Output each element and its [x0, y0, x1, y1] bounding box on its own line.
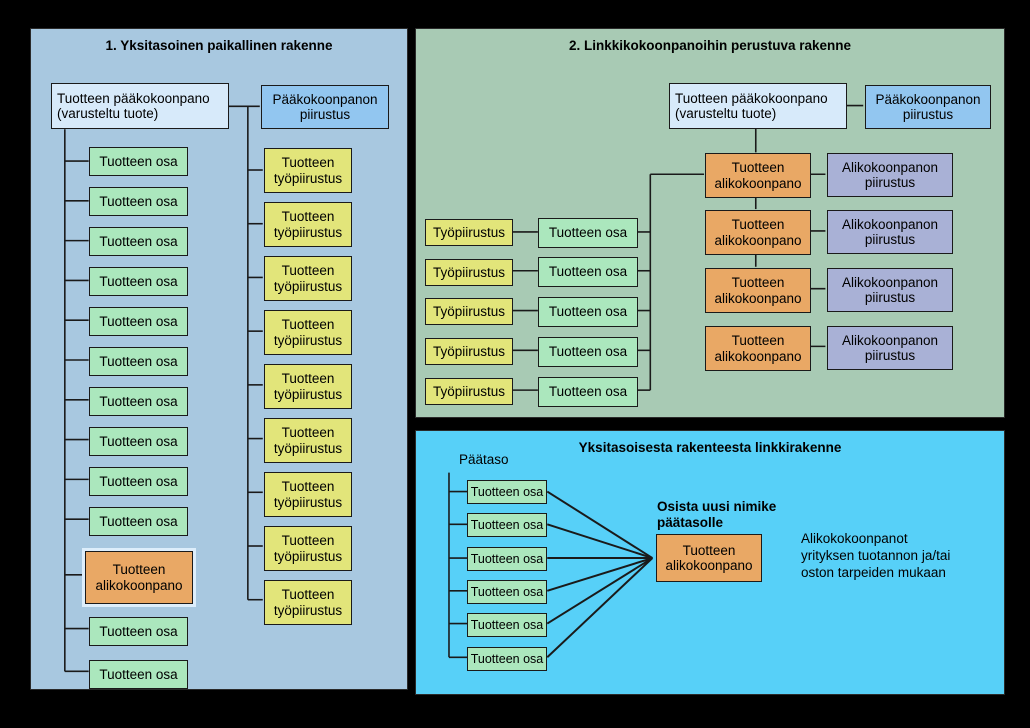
- node-work-drawing: Työpiirustus: [425, 338, 513, 365]
- node-part: Tuotteen osa: [89, 187, 188, 216]
- node-work-drawing: Tuotteen työpiirustus: [264, 148, 352, 193]
- node-work-drawing: Tuotteen työpiirustus: [264, 310, 352, 355]
- node-part: Tuotteen osa: [467, 547, 547, 571]
- node-part: Tuotteen osa: [467, 613, 547, 637]
- node-work-drawing: Tuotteen työpiirustus: [264, 472, 352, 517]
- node-part: Tuotteen osa: [89, 427, 188, 456]
- description-line: oston tarpeiden mukaan: [801, 564, 946, 580]
- node-work-drawing: Tuotteen työpiirustus: [264, 256, 352, 301]
- node-work-drawing: Työpiirustus: [425, 378, 513, 405]
- node-part: Tuotteen osa: [467, 580, 547, 604]
- node-part: Tuotteen osa: [89, 347, 188, 376]
- node-part: Tuotteen osa: [467, 513, 547, 537]
- node-part: Tuotteen osa: [89, 660, 188, 689]
- node-main-assembly: Tuotteen pääkokoonpano (varusteltu tuote): [669, 83, 847, 129]
- node-part: Tuotteen osa: [89, 617, 188, 646]
- node-subassembly: Tuotteen alikokoonpano: [656, 534, 762, 582]
- node-subassembly-drawing: Alikokoonpanon piirustus: [827, 326, 953, 370]
- node-subassembly: Tuotteen alikokoonpano: [705, 210, 811, 255]
- node-part: Tuotteen osa: [89, 307, 188, 336]
- panel-single-level-structure: [30, 28, 408, 690]
- node-part: Tuotteen osa: [467, 480, 547, 504]
- node-subassembly-highlighted: Tuotteen alikokoonpano: [85, 551, 193, 604]
- node-part: Tuotteen osa: [89, 267, 188, 296]
- node-part: Tuotteen osa: [538, 218, 638, 248]
- node-work-drawing: Tuotteen työpiirustus: [264, 526, 352, 571]
- panel-link-assembly-structure: [415, 28, 1005, 418]
- node-part: Tuotteen osa: [89, 467, 188, 496]
- node-main-assembly-drawing: Pääkokoonpanon piirustus: [865, 85, 991, 129]
- node-work-drawing: Työpiirustus: [425, 298, 513, 325]
- node-subassembly: Tuotteen alikokoonpano: [705, 268, 811, 313]
- node-work-drawing: Tuotteen työpiirustus: [264, 364, 352, 409]
- node-part: Tuotteen osa: [89, 507, 188, 536]
- node-part: Tuotteen osa: [538, 257, 638, 287]
- node-work-drawing: Tuotteen työpiirustus: [264, 418, 352, 463]
- node-part: Tuotteen osa: [89, 227, 188, 256]
- node-work-drawing: Työpiirustus: [425, 259, 513, 286]
- node-subassembly-drawing: Alikokoonpanon piirustus: [827, 153, 953, 197]
- panel3-title: Yksitasoisesta rakenteesta linkkirakenne: [578, 440, 842, 455]
- description-text: [801, 531, 991, 582]
- node-part: Tuotteen osa: [538, 337, 638, 367]
- note-new-item: Osista uusi nimike päätasolle: [657, 499, 777, 530]
- node-work-drawing: Tuotteen työpiirustus: [264, 580, 352, 625]
- node-main-assembly: Tuotteen pääkokoonpano (varusteltu tuote): [51, 83, 229, 129]
- node-part: Tuotteen osa: [538, 297, 638, 327]
- node-part: Tuotteen osa: [467, 647, 547, 671]
- node-part: Tuotteen osa: [538, 377, 638, 407]
- node-part: Tuotteen osa: [89, 147, 188, 176]
- node-subassembly-drawing: Alikokoonpanon piirustus: [827, 268, 953, 312]
- node-main-assembly-drawing: Pääkokoonpanon piirustus: [261, 85, 389, 129]
- panel1-title: 1. Yksitasoinen paikallinen rakenne: [105, 38, 333, 53]
- node-work-drawing: Työpiirustus: [425, 219, 513, 246]
- node-subassembly: Tuotteen alikokoonpano: [705, 153, 811, 198]
- node-work-drawing: Tuotteen työpiirustus: [264, 202, 352, 247]
- description-line: Alikokokoonpanot: [801, 531, 908, 546]
- node-subassembly: Tuotteen alikokoonpano: [705, 326, 811, 371]
- panel2-title: 2. Linkkikokoonpanoihin perustuva rakenne: [568, 38, 852, 53]
- node-subassembly-drawing: Alikokoonpanon piirustus: [827, 210, 953, 254]
- top-level-label: Päätaso: [459, 452, 509, 467]
- panel-link-structure-from-single-level: [415, 430, 1005, 695]
- node-part: Tuotteen osa: [89, 387, 188, 416]
- description-line: yrityksen tuotannon ja/tai: [801, 547, 951, 563]
